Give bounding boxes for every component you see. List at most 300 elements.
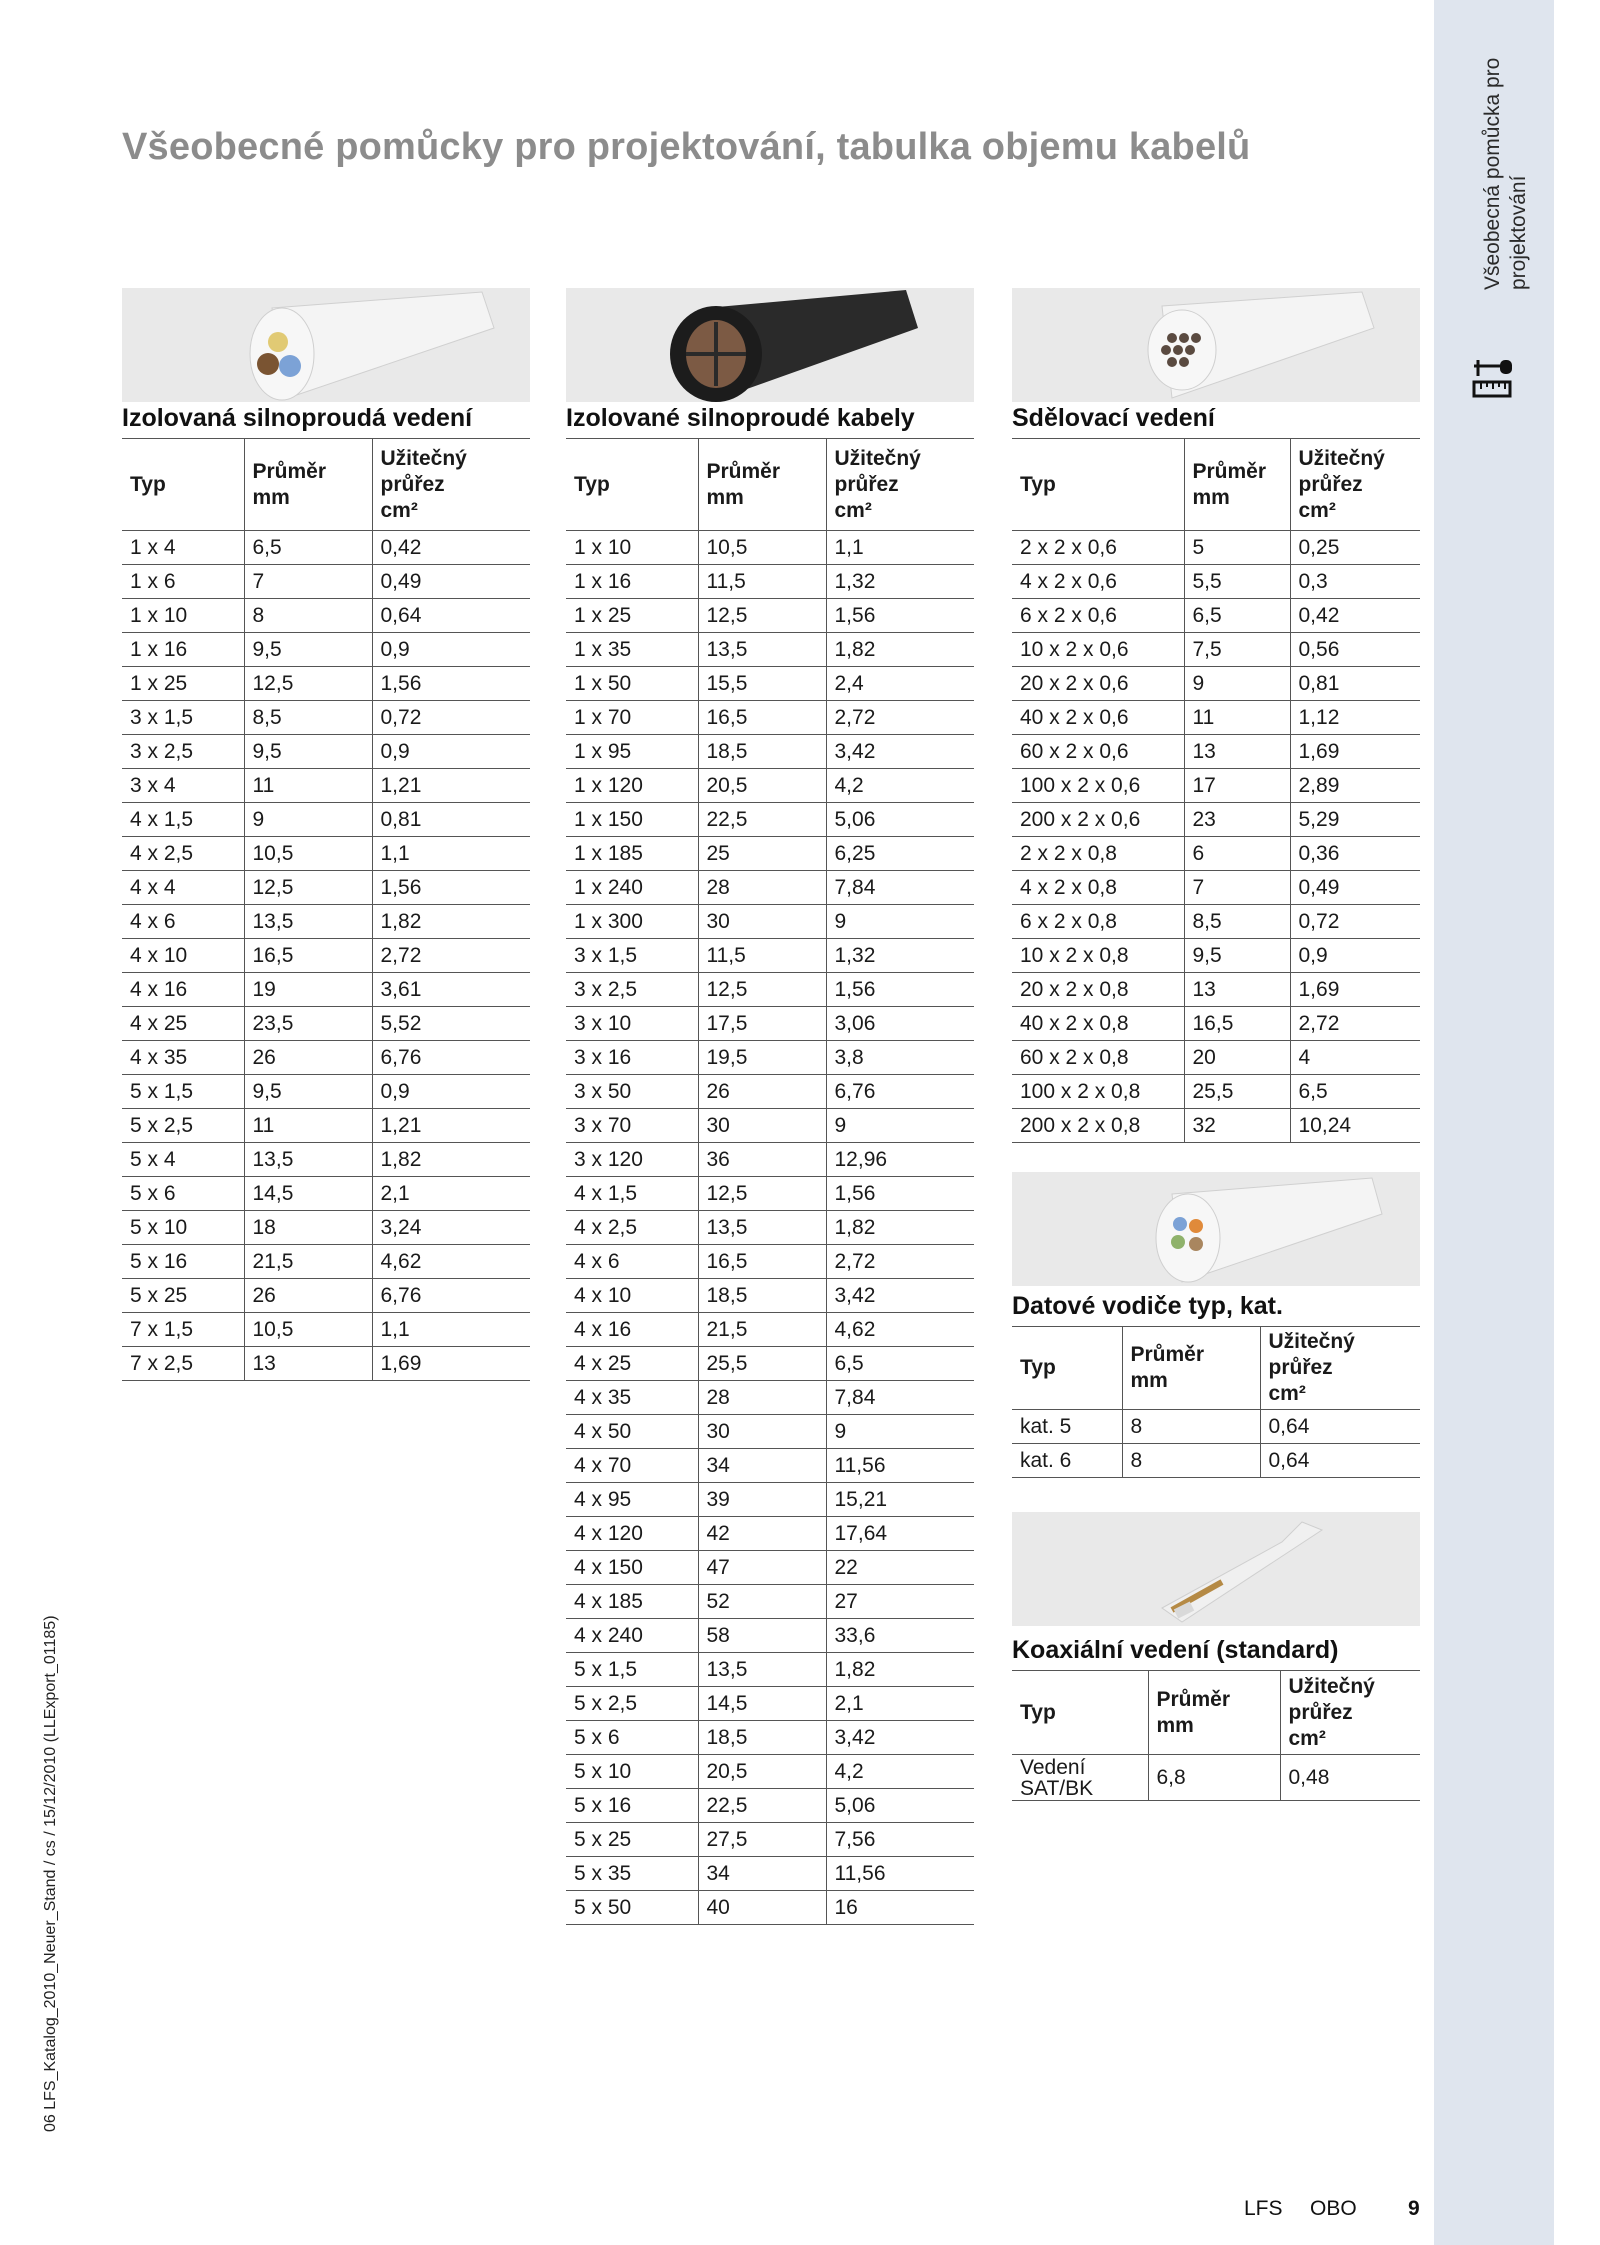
table-header-row [1012,1327,1420,1410]
cell-diameter: 7,5 [1184,633,1290,667]
cell-area: 15,21 [826,1483,974,1517]
cell-area: 5,29 [1290,803,1420,837]
header-area-line: Užitečný [380,446,467,470]
cell-area: 16 [826,1891,974,1925]
cell-area: 0,42 [372,531,530,565]
table-row [122,599,530,633]
cell-area: 10,24 [1290,1109,1420,1143]
cell-type: 3 x 2,5 [566,973,698,1007]
cell-diameter: 23 [1184,803,1290,837]
header-diameter-line: mm [1130,1369,1168,1392]
header-diameter-line: Průměr [1156,1687,1231,1711]
cell-area: 2,1 [826,1687,974,1721]
cell-type: 5 x 16 [566,1789,698,1823]
table-row [566,871,974,905]
cell-area: 6,5 [1290,1075,1420,1109]
table-row [566,1415,974,1449]
cell-type: 1 x 240 [566,871,698,905]
cell-diameter: 19,5 [698,1041,826,1075]
cell-area: 0,25 [1290,531,1420,565]
cell-type: 7 x 2,5 [122,1347,244,1381]
cell-type: 4 x 120 [566,1517,698,1551]
cell-type: 4 x 95 [566,1483,698,1517]
cell-type: 3 x 10 [566,1007,698,1041]
cell-type: 60 x 2 x 0,6 [1012,735,1184,769]
table-row [1012,1109,1420,1143]
cell-area: 5,06 [826,1789,974,1823]
table-row [566,1551,974,1585]
cell-area: 1,82 [826,633,974,667]
table-row [1012,735,1420,769]
page-title: Všeobecné pomůcky pro projektování, tabulka objemu kabelů [122,126,1251,168]
cell-type: 2 x 2 x 0,8 [1012,837,1184,871]
table-row [566,1279,974,1313]
cell-area: 1,56 [826,599,974,633]
cell-type: 3 x 1,5 [122,701,244,735]
cell-diameter: 22,5 [698,803,826,837]
table-row [566,1585,974,1619]
cell-type: 100 x 2 x 0,6 [1012,769,1184,803]
cell-area: 6,25 [826,837,974,871]
cell-type: 2 x 2 x 0,6 [1012,531,1184,565]
cell-type: 5 x 2,5 [566,1687,698,1721]
cell-area: 1,21 [372,1109,530,1143]
cell-diameter: 12,5 [698,1177,826,1211]
cell-diameter: 30 [698,905,826,939]
cell-area: 1,82 [372,1143,530,1177]
cell-diameter: 7 [1184,871,1290,905]
cell-type: 200 x 2 x 0,6 [1012,803,1184,837]
cell-diameter: 58 [698,1619,826,1653]
telecom-line-photo [1012,288,1420,402]
cell-area: 2,72 [1290,1007,1420,1041]
cell-area: 1,56 [372,667,530,701]
cell-diameter: 12,5 [698,599,826,633]
table-row [122,1109,530,1143]
table-row [1012,769,1420,803]
cell-area: 1,82 [826,1653,974,1687]
cell-type: 40 x 2 x 0,8 [1012,1007,1184,1041]
cell-area: 0,42 [1290,599,1420,633]
cell-area: 0,9 [372,633,530,667]
cell-area: 0,81 [372,803,530,837]
cell-diameter: 18,5 [698,1721,826,1755]
cell-area: 1,1 [826,531,974,565]
table-row [566,1449,974,1483]
cell-diameter: 12,5 [244,667,372,701]
table-row [122,1143,530,1177]
cell-diameter: 9,5 [244,1075,372,1109]
header-area-line: průřez [1298,472,1363,496]
cell-area: 1,69 [1290,973,1420,1007]
cell-diameter: 34 [698,1857,826,1891]
cell-type: 4 x 10 [122,939,244,973]
table-row [566,1041,974,1075]
cell-area: 4,2 [826,769,974,803]
table-row [122,1075,530,1109]
header-diameter-line: Průměr [1192,459,1267,483]
header-area-line: cm² [1268,1382,1306,1405]
cell-diameter: 16,5 [1184,1007,1290,1041]
cell-area: 2,4 [826,667,974,701]
cell-type: 1 x 4 [122,531,244,565]
cell-diameter: 8,5 [244,701,372,735]
table-row [566,667,974,701]
table-row [1012,1410,1420,1444]
cell-area: 7,84 [826,1381,974,1415]
cell-type: kat. 6 [1012,1444,1122,1478]
cell-area: 3,8 [826,1041,974,1075]
cell-area: 1,56 [826,973,974,1007]
cell-area: 3,42 [826,735,974,769]
table-row [1012,701,1420,735]
table-row [566,565,974,599]
cell-type: 1 x 25 [122,667,244,701]
section-title-data-lines: Datové vodiče typ, kat. [1012,1292,1283,1320]
cell-area: 22 [826,1551,974,1585]
cell-diameter: 28 [698,871,826,905]
header-area-line: průřez [1288,1700,1353,1724]
cell-diameter: 13,5 [698,633,826,667]
table-row [566,1177,974,1211]
cell-diameter: 8,5 [1184,905,1290,939]
cell-type: 5 x 1,5 [566,1653,698,1687]
cell-diameter: 20 [1184,1041,1290,1075]
cell-diameter: 13,5 [698,1211,826,1245]
table-row [122,905,530,939]
cell-area: 6,76 [372,1041,530,1075]
table-row [122,871,530,905]
cell-diameter: 25,5 [1184,1075,1290,1109]
cell-diameter: 40 [698,1891,826,1925]
footer-brand-lfs: LFS [1244,2197,1283,2220]
table-row [1012,939,1420,973]
cell-area: 0,72 [372,701,530,735]
cell-area: 1,12 [1290,701,1420,735]
header-area-line: průřez [834,472,899,496]
cell-area: 3,42 [826,1721,974,1755]
cell-type: 4 x 25 [566,1347,698,1381]
table-row [566,1347,974,1381]
side-label: Všeobecná pomůcka pro projektování [1481,57,1530,290]
cell-diameter: 6 [1184,837,1290,871]
cell-type: 4 x 70 [566,1449,698,1483]
cell-type: 4 x 4 [122,871,244,905]
header-diameter-line: Průměr [252,459,327,483]
cell-type: 1 x 10 [566,531,698,565]
cell-type: 5 x 50 [566,1891,698,1925]
cell-area: 0,49 [372,565,530,599]
table-row [566,1143,974,1177]
header-area-line: Užitečný [1268,1330,1355,1353]
cell-type-line: SAT/BK [1020,1776,1094,1800]
cell-diameter: 21,5 [698,1313,826,1347]
table-data-lines [1012,1326,1420,1478]
cell-diameter: 16,5 [698,1245,826,1279]
cell-type: 5 x 25 [122,1279,244,1313]
header-area [1260,1327,1420,1410]
cell-type: 4 x 35 [566,1381,698,1415]
cell-diameter: 14,5 [244,1177,372,1211]
cell-diameter: 9,5 [244,633,372,667]
table-row [1012,837,1420,871]
cell-type: 1 x 95 [566,735,698,769]
cell-type: 20 x 2 x 0,6 [1012,667,1184,701]
header-type: Typ [122,439,244,531]
cell-area: 0,36 [1290,837,1420,871]
coax-line-photo [1012,1512,1420,1626]
cell-diameter: 36 [698,1143,826,1177]
table-header-row [122,439,530,531]
cell-area: 6,5 [826,1347,974,1381]
cell-diameter: 7 [244,565,372,599]
cell-type: 4 x 1,5 [122,803,244,837]
table-row [566,1789,974,1823]
cell-area: 2,72 [372,939,530,973]
cell-type: 3 x 70 [566,1109,698,1143]
cell-area: 1,1 [372,837,530,871]
cell-area: 2,1 [372,1177,530,1211]
cell-type: 4 x 1,5 [566,1177,698,1211]
header-area-line: Užitečný [834,446,921,470]
table-telecom-lines [1012,438,1420,1143]
cell-type: 4 x 185 [566,1585,698,1619]
header-diameter-line: mm [252,485,290,509]
cell-diameter: 12,5 [244,871,372,905]
cell-type: 4 x 16 [566,1313,698,1347]
cell-area: 0,72 [1290,905,1420,939]
header-type: Typ [1012,1671,1148,1755]
cell-area: 7,56 [826,1823,974,1857]
cell-type: 3 x 120 [566,1143,698,1177]
cell-area: 1,69 [372,1347,530,1381]
cell-diameter: 9 [1184,667,1290,701]
table-row [566,1245,974,1279]
cell-diameter: 26 [698,1075,826,1109]
cell-type: 1 x 300 [566,905,698,939]
table-row [566,1211,974,1245]
table-row [566,769,974,803]
table-row [1012,1075,1420,1109]
cell-diameter: 13,5 [244,905,372,939]
cell-diameter: 10,5 [244,837,372,871]
header-area-line: cm² [1288,1726,1326,1750]
cell-diameter: 13 [244,1347,372,1381]
table-row [122,1007,530,1041]
cell-type: 4 x 25 [122,1007,244,1041]
table-row [1012,973,1420,1007]
cell-area: 4,62 [372,1245,530,1279]
cell-diameter: 20,5 [698,769,826,803]
cell-area: 0,81 [1290,667,1420,701]
cell-type: 1 x 25 [566,599,698,633]
table-row [566,1109,974,1143]
cell-type: 40 x 2 x 0,6 [1012,701,1184,735]
cell-area: 7,84 [826,871,974,905]
table-row [122,565,530,599]
cell-type: 4 x 150 [566,1551,698,1585]
cell-type: 100 x 2 x 0,8 [1012,1075,1184,1109]
header-diameter [698,439,826,531]
cell-diameter: 13,5 [244,1143,372,1177]
table-row [122,1177,530,1211]
cell-type: 5 x 2,5 [122,1109,244,1143]
cell-diameter: 14,5 [698,1687,826,1721]
cell-area: 0,9 [372,1075,530,1109]
cell-area: 0,56 [1290,633,1420,667]
cell-area: 17,64 [826,1517,974,1551]
table-header-row [566,439,974,531]
header-area-line: Užitečný [1288,1674,1375,1698]
cell-diameter: 5,5 [1184,565,1290,599]
cell-diameter: 18,5 [698,735,826,769]
cell-area: 0,64 [372,599,530,633]
cell-area: 12,96 [826,1143,974,1177]
cell-diameter: 30 [698,1415,826,1449]
table-row [566,1483,974,1517]
cell-type: 4 x 50 [566,1415,698,1449]
table-row [122,531,530,565]
cell-type: 5 x 6 [122,1177,244,1211]
section-title-telecom-lines: Sdělovací vedení [1012,404,1215,432]
table-row [566,973,974,1007]
table-row [566,1823,974,1857]
table-row [122,701,530,735]
cell-type: 6 x 2 x 0,8 [1012,905,1184,939]
table-row [122,633,530,667]
table-row [566,1857,974,1891]
cell-area: 3,42 [826,1279,974,1313]
table-row [1012,633,1420,667]
section-title-insulated-lines: Izolovaná silnoproudá vedení [122,404,473,432]
table-row [122,837,530,871]
cell-diameter: 42 [698,1517,826,1551]
cell-diameter: 15,5 [698,667,826,701]
cell-type: 4 x 2 x 0,6 [1012,565,1184,599]
cell-area: 9 [826,905,974,939]
cell-diameter: 13 [1184,735,1290,769]
table-row [566,1653,974,1687]
table-insulated-lines [122,438,530,1381]
data-line-photo [1012,1172,1420,1286]
cell-area: 1,21 [372,769,530,803]
table-row [122,1211,530,1245]
cell-type: 4 x 35 [122,1041,244,1075]
cell-area: 33,6 [826,1619,974,1653]
cell-type: 4 x 10 [566,1279,698,1313]
table-row [566,701,974,735]
cell-type-line: Vedení [1020,1755,1086,1779]
cell-area: 5,06 [826,803,974,837]
table-row [122,1313,530,1347]
table-row [122,939,530,973]
cell-type: 1 x 185 [566,837,698,871]
cell-diameter: 13,5 [698,1653,826,1687]
table-row [122,1347,530,1381]
cell-diameter: 30 [698,1109,826,1143]
cell-diameter: 17,5 [698,1007,826,1041]
table-header-row [1012,439,1420,531]
cell-diameter: 16,5 [244,939,372,973]
header-area [1290,439,1420,531]
header-type: Typ [1012,1327,1122,1410]
cell-type: 1 x 16 [566,565,698,599]
table-row [566,1007,974,1041]
insulated-line-photo [122,288,530,402]
cell-type: 10 x 2 x 0,6 [1012,633,1184,667]
cell-diameter: 11 [244,1109,372,1143]
cell-diameter: 20,5 [698,1755,826,1789]
cell-area: 0,64 [1260,1444,1420,1478]
cell-type: 7 x 1,5 [122,1313,244,1347]
cell-area: 4 [1290,1041,1420,1075]
header-area [1280,1671,1420,1755]
cell-area: 1,82 [826,1211,974,1245]
table-row [566,837,974,871]
table-row [1012,871,1420,905]
footer-brand-obo: OBO [1310,2197,1357,2220]
table-row [122,803,530,837]
cell-diameter: 16,5 [698,701,826,735]
table-row [566,803,974,837]
cell-area: 1,32 [826,565,974,599]
table-row [122,1041,530,1075]
cell-area: 1,69 [1290,735,1420,769]
cell-type: 1 x 10 [122,599,244,633]
cell-diameter: 8 [1122,1410,1260,1444]
table-row [1012,1041,1420,1075]
cell-area: 6,76 [826,1075,974,1109]
table-insulated-cables [566,438,974,1925]
cell-diameter: 11,5 [698,939,826,973]
table-row [566,633,974,667]
cell-type: 1 x 70 [566,701,698,735]
cell-type: 3 x 1,5 [566,939,698,973]
cell-type: 4 x 2,5 [566,1211,698,1245]
header-diameter [1148,1671,1280,1755]
header-diameter-line: Průměr [706,459,781,483]
cell-diameter: 6,5 [1184,599,1290,633]
cell-type: 5 x 16 [122,1245,244,1279]
header-area-line: cm² [1298,498,1336,522]
cell-diameter: 6,5 [244,531,372,565]
cell-diameter: 11 [244,769,372,803]
cell-area: 2,72 [826,701,974,735]
table-row [566,599,974,633]
cell-type: 3 x 16 [566,1041,698,1075]
cell-area: 0,48 [1280,1755,1420,1801]
measuring-tool-icon [1470,356,1516,400]
table-row [1012,565,1420,599]
cell-diameter: 39 [698,1483,826,1517]
cell-diameter: 25 [698,837,826,871]
cell-area: 0,49 [1290,871,1420,905]
header-area-line: cm² [380,498,418,522]
cell-area: 11,56 [826,1857,974,1891]
table-row [566,1381,974,1415]
table-header-row [1012,1671,1420,1755]
insulated-cable-photo [566,288,974,402]
cell-diameter: 11,5 [698,565,826,599]
cell-diameter: 10,5 [698,531,826,565]
cell-type: 5 x 1,5 [122,1075,244,1109]
table-row [566,1891,974,1925]
cell-area: 6,76 [372,1279,530,1313]
cell-diameter: 47 [698,1551,826,1585]
cell-area: 27 [826,1585,974,1619]
side-strip [1434,0,1554,2245]
cell-area: 3,06 [826,1007,974,1041]
